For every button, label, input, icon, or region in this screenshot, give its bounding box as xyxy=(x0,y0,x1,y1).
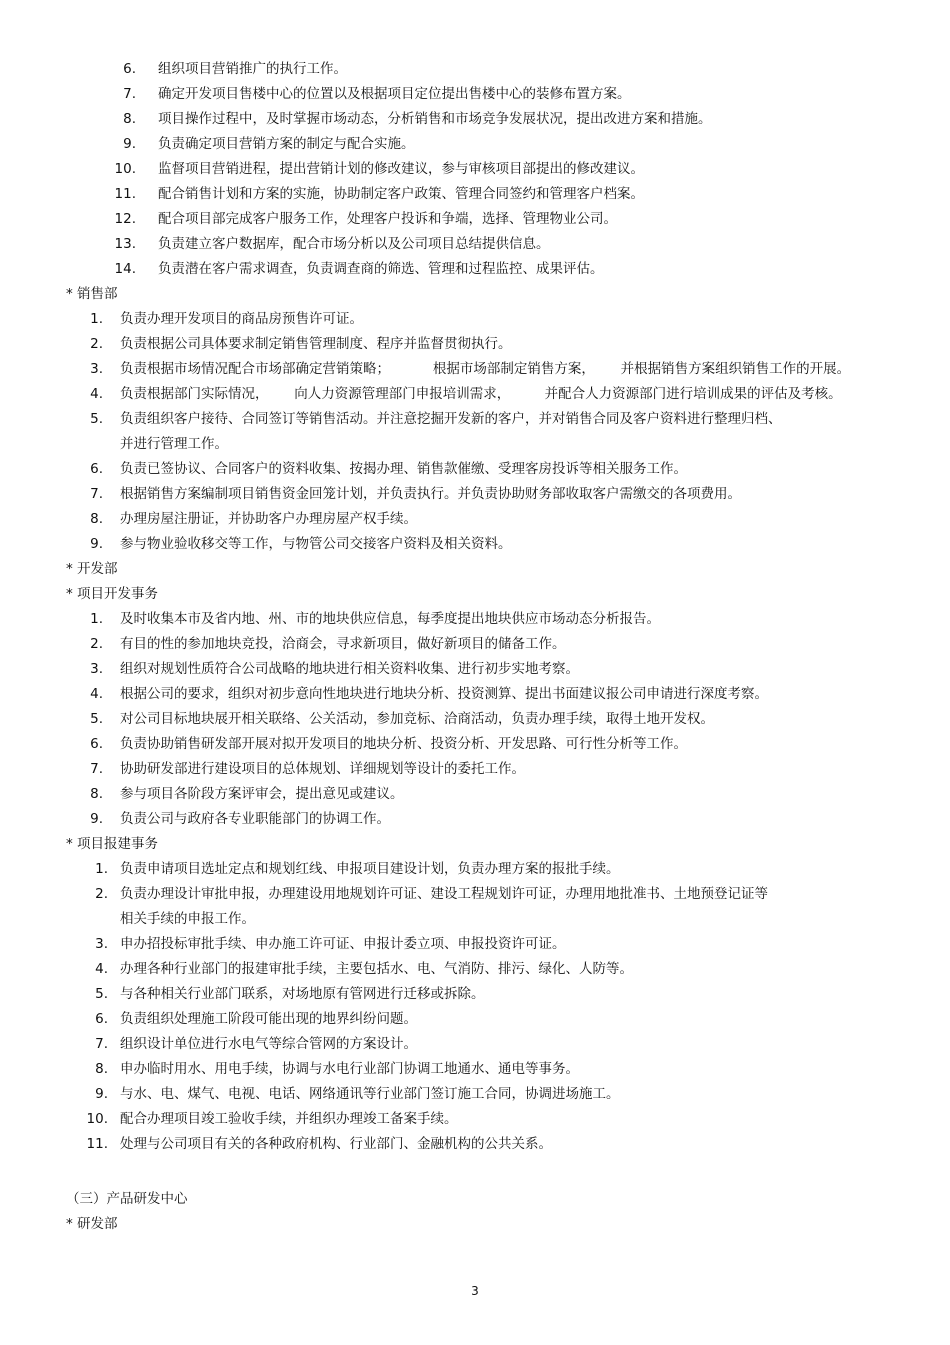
item-number: 1. xyxy=(90,311,103,327)
item-text: 申办临时用水、用电手续，协调与水电行业部门协调工地通水、通电等事务。 xyxy=(120,1061,579,1077)
item-text: 处理与公司项目有关的各种政府机构、行业部门、金融机构的公共关系。 xyxy=(120,1136,552,1152)
section-heading-development: * 开发部 xyxy=(66,561,118,577)
item-number: 2. xyxy=(90,336,103,352)
item-text: 负责确定项目营销方案的制定与配合实施。 xyxy=(158,136,415,152)
item-text: 负责根据部门实际情况， 向人力资源管理部门申报培训需求， 并配合人力资源部门进行培训成果的评估及考核。 xyxy=(120,386,842,402)
item-number: 6. xyxy=(95,1011,108,1027)
item-text: 申办招投标审批手续、申办施工许可证、申报计委立项、申报投资许可证。 xyxy=(120,936,566,952)
item-number: 10. xyxy=(114,161,136,177)
item-number: 7. xyxy=(90,761,103,777)
page-number: 3 xyxy=(471,1284,479,1298)
item-text: 根据销售方案编制项目销售资金回笼计划，并负责执行。并负责协助财务部收取客户需缴交的各项费用。 xyxy=(120,486,741,502)
section-heading-rd-department: * 研发部 xyxy=(66,1216,118,1232)
item-text-continuation: 并进行管理工作。 xyxy=(120,436,228,452)
item-text: 确定开发项目售楼中心的位置以及根据项目定位提出售楼中心的装修布置方案。 xyxy=(158,86,631,102)
item-text: 根据公司的要求，组织对初步意向性地块进行地块分析、投资测算、提出书面建议报公司申请进行深度考察。 xyxy=(120,686,768,702)
item-number: 14. xyxy=(114,261,136,277)
item-text: 对公司目标地块展开相关联络、公关活动，参加竞标、洽商活动，负责办理手续，取得土地开发权。 xyxy=(120,711,714,727)
item-text: 组织项目营销推广的执行工作。 xyxy=(158,61,347,77)
item-text: 办理各种行业部门的报建审批手续，主要包括水、电、气消防、排污、绿化、人防等。 xyxy=(120,961,633,977)
item-number: 9. xyxy=(95,1086,108,1102)
item-number: 1. xyxy=(95,861,108,877)
item-number: 13. xyxy=(114,236,136,252)
item-text: 配合销售计划和方案的实施，协助制定客户政策、管理合同签约和管理客户档案。 xyxy=(158,186,644,202)
item-number: 7. xyxy=(90,486,103,502)
item-number: 9. xyxy=(123,136,136,152)
section-heading-sales: * 销售部 xyxy=(66,286,118,302)
item-text: 负责办理开发项目的商品房预售许可证。 xyxy=(120,311,363,327)
item-text: 负责组织处理施工阶段可能出现的地界纠纷问题。 xyxy=(120,1011,417,1027)
item-text: 负责根据公司具体要求制定销售管理制度、程序并监督贯彻执行。 xyxy=(120,336,512,352)
item-text: 参与物业验收移交等工作，与物管公司交接客户资料及相关资料。 xyxy=(120,536,512,552)
item-number: 8. xyxy=(123,111,136,127)
item-text: 及时收集本市及省内地、州、市的地块供应信息，每季度提出地块供应市场动态分析报告。 xyxy=(120,611,660,627)
item-number: 1. xyxy=(90,611,103,627)
item-number: 8. xyxy=(90,511,103,527)
item-text: 组织对规划性质符合公司战略的地块进行相关资料收集、进行初步实地考察。 xyxy=(120,661,579,677)
item-text: 组织设计单位进行水电气等综合管网的方案设计。 xyxy=(120,1036,417,1052)
item-number: 9. xyxy=(90,536,103,552)
item-number: 9. xyxy=(90,811,103,827)
item-text: 负责公司与政府各专业职能部门的协调工作。 xyxy=(120,811,390,827)
item-text: 负责建立客户数据库，配合市场分析以及公司项目总结提供信息。 xyxy=(158,236,550,252)
item-text: 负责潜在客户需求调查，负责调查商的筛选、管理和过程监控、成果评估。 xyxy=(158,261,604,277)
item-number: 2. xyxy=(95,886,108,902)
item-number: 7. xyxy=(95,1036,108,1052)
item-text: 负责根据市场情况配合市场部确定营销策略； 根据市场部制定销售方案， 并根据销售方案组织销售工作的开展。 xyxy=(120,361,851,377)
item-number: 3. xyxy=(95,936,108,952)
item-number: 5. xyxy=(90,411,103,427)
item-number: 7. xyxy=(123,86,136,102)
item-text: 参与项目各阶段方案评审会，提出意见或建议。 xyxy=(120,786,404,802)
item-text: 负责申请项目选址定点和规划红线、申报项目建设计划，负责办理方案的报批手续。 xyxy=(120,861,620,877)
item-number: 8. xyxy=(95,1061,108,1077)
item-text: 与水、电、煤气、电视、电话、网络通讯等行业部门签订施工合同，协调进场施工。 xyxy=(120,1086,620,1102)
item-text: 项目操作过程中，及时掌握市场动态，分析销售和市场竞争发展状况，提出改进方案和措施。 xyxy=(158,111,712,127)
item-text-continuation: 相关手续的申报工作。 xyxy=(120,911,255,927)
item-text: 负责办理设计审批申报，办理建设用地规划许可证、建设工程规划许可证，办理用地批准书、土地预登记证等 xyxy=(120,886,768,902)
item-number: 5. xyxy=(95,986,108,1002)
item-number: 11. xyxy=(114,186,136,202)
item-number: 6. xyxy=(123,61,136,77)
item-number: 11. xyxy=(86,1136,108,1152)
subsection-heading-project-development: * 项目开发事务 xyxy=(66,586,159,602)
item-number: 8. xyxy=(90,786,103,802)
item-text: 配合项目部完成客户服务工作，处理客户投诉和争端，选择、管理物业公司。 xyxy=(158,211,617,227)
item-number: 6. xyxy=(90,736,103,752)
item-number: 4. xyxy=(90,386,103,402)
item-number: 10. xyxy=(86,1111,108,1127)
item-number: 3. xyxy=(90,661,103,677)
item-number: 2. xyxy=(90,636,103,652)
item-number: 4. xyxy=(95,961,108,977)
item-text: 监督项目营销进程，提出营销计划的修改建议，参与审核项目部提出的修改建议。 xyxy=(158,161,644,177)
subsection-heading-project-permits: * 项目报建事务 xyxy=(66,836,159,852)
item-number: 12. xyxy=(114,211,136,227)
item-number: 6. xyxy=(90,461,103,477)
item-text: 有目的性的参加地块竞投，洽商会，寻求新项目，做好新项目的储备工作。 xyxy=(120,636,566,652)
item-text: 负责协助销售研发部开展对拟开发项目的地块分析、投资分析、开发思路、可行性分析等工作。 xyxy=(120,736,687,752)
item-number: 3. xyxy=(90,361,103,377)
item-number: 5. xyxy=(90,711,103,727)
item-text: 负责组织客户接待、合同签订等销售活动。并注意挖掘开发新的客户，并对销售合同及客户资料进行整理归档、 xyxy=(120,411,782,427)
item-text: 办理房屋注册证，并协助客户办理房屋产权手续。 xyxy=(120,511,417,527)
item-text: 协助研发部进行建设项目的总体规划、详细规划等设计的委托工作。 xyxy=(120,761,525,777)
item-text: 配合办理项目竣工验收手续，并组织办理竣工备案手续。 xyxy=(120,1111,458,1127)
item-number: 4. xyxy=(90,686,103,702)
item-text: 负责已签协议、合同客户的资料收集、按揭办理、销售款催缴、受理客房投诉等相关服务工作。 xyxy=(120,461,687,477)
item-text: 与各种相关行业部门联系，对场地原有管网进行迁移或拆除。 xyxy=(120,986,485,1002)
section-heading-product-rd-center: （三）产品研发中心 xyxy=(66,1191,188,1207)
